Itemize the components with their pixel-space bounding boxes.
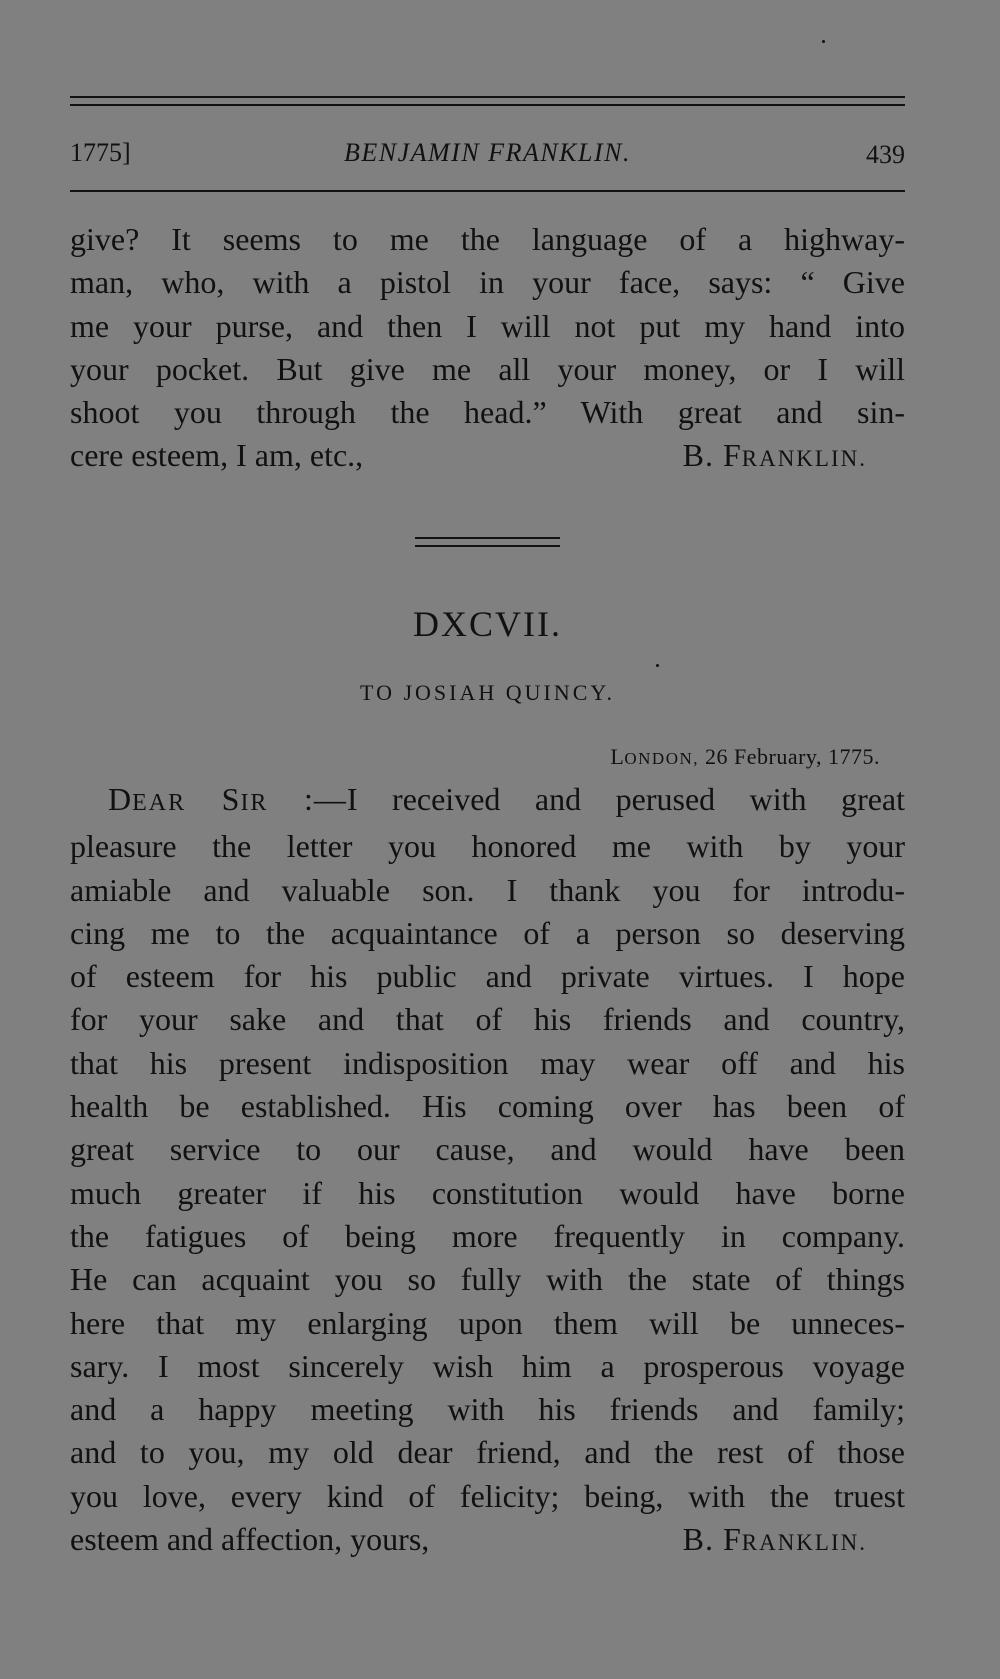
salutation-ear: EAR [132,790,187,816]
dateline [610,744,880,770]
text-line: health be established. His coming over has been of [70,1088,905,1125]
scan-speck [656,664,659,667]
section-divider-2 [415,545,560,547]
continuation-paragraph [70,218,905,481]
dateline-cap: L [610,744,625,769]
letter-body [70,778,905,1564]
text-line: me your purse, and then I will not put my hand into [70,307,905,344]
first-line [70,778,905,825]
closing-line [70,434,905,477]
section-divider-1 [415,537,560,539]
text-line: pleasure the letter you honored me with by your [70,828,905,865]
signature-smallcaps: RANKLIN. [741,1530,867,1556]
text-line: for your sake and that of his friends and country, [70,1001,905,1038]
first-line-text: I received and perused with great [346,781,906,817]
signature-initial: B. F [682,1521,742,1558]
signature-smallcaps: RANKLIN. [741,446,867,472]
text-line: cing me to the acquaintance of a person so deserving [70,914,905,951]
salutation-s: S [186,781,241,817]
running-header [70,138,905,178]
signature-initial: B. F [682,437,742,474]
text-line: of esteem for his public and private virtues. I hope [70,958,905,995]
page-number: 439 [866,140,905,169]
text-line: give? It seems to me the language of a highway- [70,221,905,257]
salutation [108,781,347,817]
text-line: shoot you through the head.” With great and sin- [70,394,905,431]
text-line: sary. I most sincerely wish him a prosperous voyage [70,1347,905,1384]
top-rule-1 [70,96,905,98]
text-line: here that my enlarging upon them will be unneces- [70,1304,905,1341]
text-line: you love, every kind of felicity; being, with the truest [70,1477,905,1514]
text-line: your pocket. But give me all your money, or I will [70,350,905,387]
text-line: the fatigues of being more frequently in company. [70,1217,905,1254]
dateline-rest: 26 February, 1775. [699,744,880,769]
signature [683,434,867,480]
text-line: man, who, with a pistol in your face, says: “ Give [70,264,905,301]
salutation-d: D [108,781,133,817]
salutation-dash: :— [268,781,347,817]
letter-recipient: TO JOSIAH QUINCY. [360,680,615,705]
text-line: He can acquaint you so fully with the state of things [70,1261,905,1298]
book-page [70,0,905,1679]
text-line: and to you, my old dear friend, and the rest of those [70,1434,905,1471]
top-rule-2 [70,104,905,106]
closing-line [70,1518,905,1561]
header-year: 1775] [70,138,131,167]
text-line: that his present indisposition may wear off and his [70,1044,905,1081]
signature [683,1518,867,1564]
text-line: amiable and valuable son. I thank you for introdu- [70,871,905,908]
letter-number: DXCVII. [413,604,562,644]
text-line: much greater if his constitution would have borne [70,1174,905,1211]
dateline-smallcaps: ONDON, [624,749,699,768]
closing-text: cere esteem, I am, etc., [70,437,364,474]
scan-speck [822,40,825,43]
salutation-ir: IR [240,790,269,816]
closing-text: esteem and affection, yours, [70,1521,430,1558]
text-line: and a happy meeting with his friends and family; [70,1391,905,1428]
text-line: great service to our cause, and would have been [70,1131,905,1168]
running-title: BENJAMIN FRANKLIN. [344,138,631,167]
header-rule [70,190,905,192]
